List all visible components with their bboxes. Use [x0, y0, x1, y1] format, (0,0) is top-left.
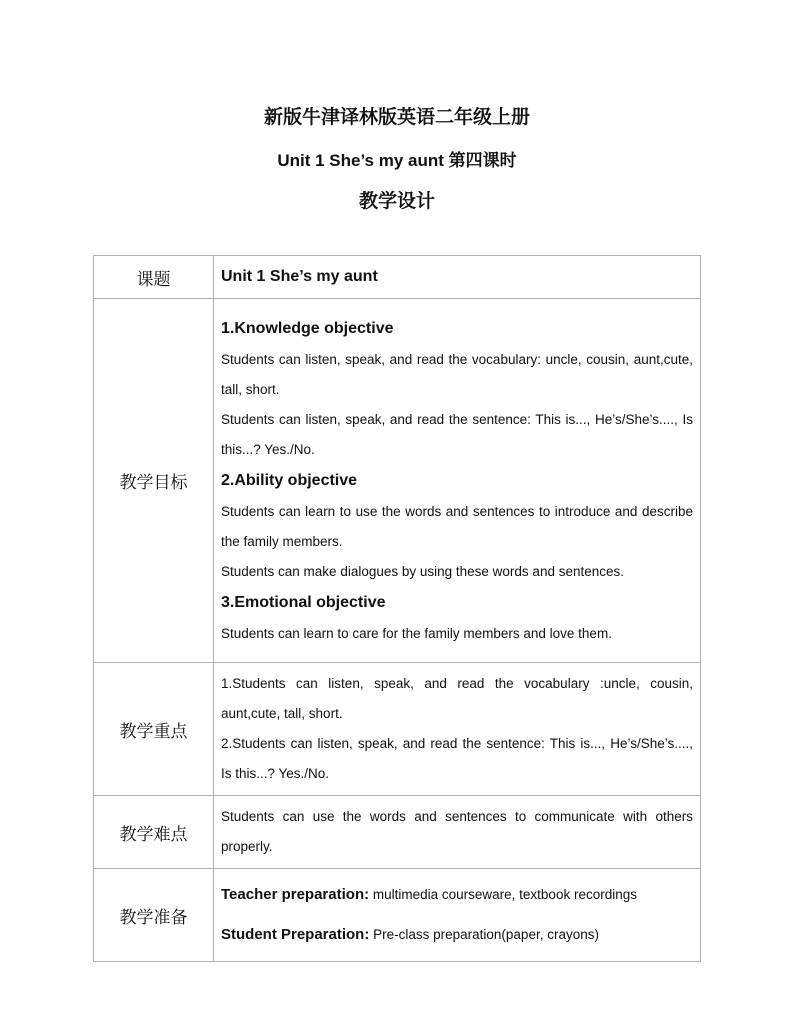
document-type: 教学设计	[358, 191, 435, 212]
preparation-row	[94, 869, 701, 962]
teacher-preparation-label: Teacher preparation:	[221, 886, 370, 903]
ability-text-1: Students can learn to use the words and sentences to introduce and describe the family members.	[221, 503, 693, 549]
student-preparation-value: Pre-class preparation(paper, crayons)	[369, 927, 599, 942]
emotional-text-1: Students can learn to care for the family members and love them.	[221, 625, 612, 641]
difficulties-label: 教学难点	[94, 796, 214, 869]
difficulties-row	[94, 796, 701, 869]
topic-label: 课题	[94, 256, 214, 299]
topic-value: Unit 1 She’s my aunt	[221, 268, 378, 285]
teacher-preparation-value: multimedia courseware, textbook recordings	[369, 887, 637, 902]
knowledge-heading: 1.Knowledge objective	[221, 319, 394, 337]
key-points-row	[94, 663, 701, 796]
topic-row	[94, 256, 701, 299]
preparation-cell	[214, 869, 701, 962]
key-points-cell	[214, 663, 701, 796]
difficulties-cell	[214, 796, 701, 869]
topic-cell	[214, 256, 701, 299]
key-point-2: 2.Students can listen, speak, and read the sentence: This is..., He’s/She’s...., Is this...? Yes./No.	[221, 736, 693, 781]
knowledge-text-2: Students can listen, speak, and read the sentence: This is..., He’s/She’s...., Is this...? Yes./No.	[221, 411, 693, 457]
teacher-preparation	[221, 875, 693, 915]
document-subtitle: Unit 1 She’s my aunt 第四课时	[277, 151, 517, 170]
emotional-heading: 3.Emotional objective	[221, 593, 386, 611]
objectives-cell	[214, 299, 701, 663]
ability-heading: 2.Ability objective	[221, 471, 358, 489]
objectives-label: 教学目标	[94, 299, 214, 663]
key-point-1: 1.Students can listen, speak, and read the vocabulary :uncle, cousin, aunt,cute, tall, short.	[221, 676, 693, 721]
ability-text-2: Students can make dialogues by using these words and sentences.	[221, 563, 625, 579]
document-title: 新版牛津译林版英语二年级上册	[263, 107, 530, 128]
key-points-label: 教学重点	[94, 663, 214, 796]
knowledge-text-1: Students can listen, speak, and read the vocabulary: uncle, cousin, aunt,cute, tall, short.	[221, 351, 693, 397]
lesson-plan-table	[93, 255, 701, 962]
preparation-label: 教学准备	[94, 869, 214, 962]
student-preparation-label: Student Preparation:	[221, 926, 370, 943]
student-preparation	[221, 915, 693, 955]
difficulty-1: Students can use the words and sentences to communicate with others properly.	[221, 809, 693, 854]
objectives-row	[94, 299, 701, 663]
